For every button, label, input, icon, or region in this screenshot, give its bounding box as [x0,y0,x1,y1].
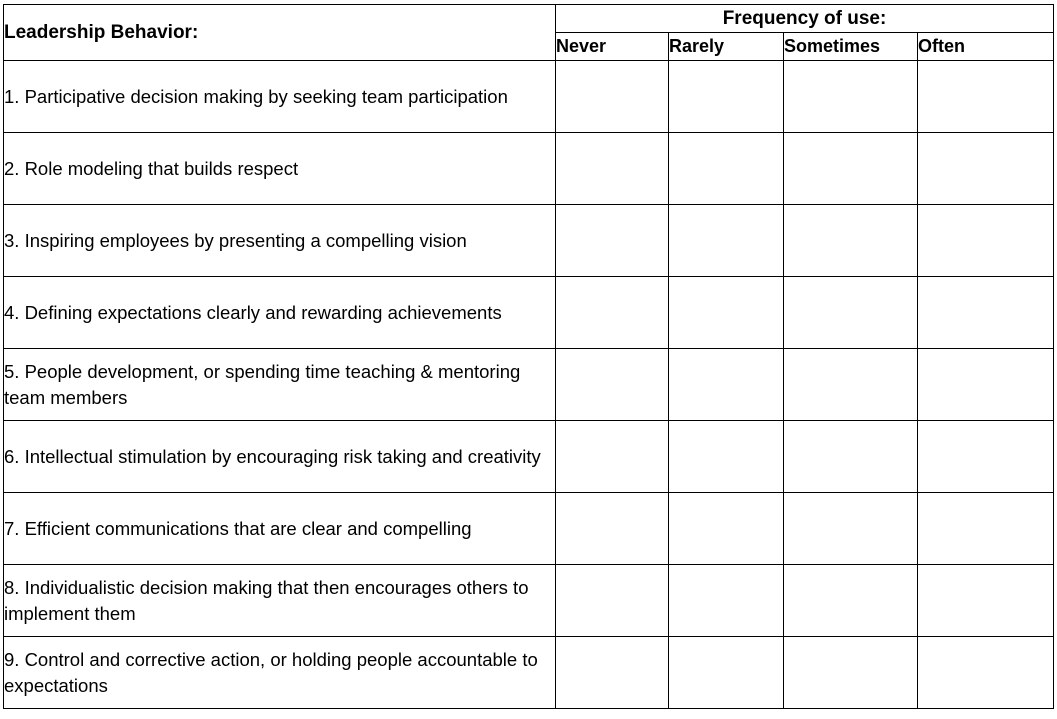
response-cell-rarely[interactable] [669,421,784,493]
leadership-frequency-table [3,4,1054,709]
response-cell-sometimes[interactable] [784,565,918,637]
response-cell-often[interactable] [918,565,1054,637]
behavior-text: 8. Individualistic decision making that then encourages others to implement them [4,565,556,637]
table-row [4,565,1054,637]
behavior-text: 9. Control and corrective action, or holding people accountable to expectations [4,637,556,709]
option-header-never: Never [556,33,669,61]
frequency-of-use-header: Frequency of use: [556,5,1054,33]
response-cell-often[interactable] [918,421,1054,493]
option-header-rarely: Rarely [669,33,784,61]
behavior-text: 3. Inspiring employees by presenting a compelling vision [4,205,556,277]
response-cell-sometimes[interactable] [784,277,918,349]
response-cell-sometimes[interactable] [784,493,918,565]
response-cell-never[interactable] [556,493,669,565]
behavior-text: 2. Role modeling that builds respect [4,133,556,205]
table-row [4,493,1054,565]
behavior-text: 5. People development, or spending time teaching & mentoring team members [4,349,556,421]
response-cell-rarely[interactable] [669,61,784,133]
response-cell-sometimes[interactable] [784,637,918,709]
response-cell-rarely[interactable] [669,205,784,277]
response-cell-never[interactable] [556,205,669,277]
behavior-text: 1. Participative decision making by seeking team participation [4,61,556,133]
response-cell-never[interactable] [556,277,669,349]
response-cell-never[interactable] [556,133,669,205]
response-cell-sometimes[interactable] [784,421,918,493]
table-row [4,349,1054,421]
response-cell-sometimes[interactable] [784,349,918,421]
response-cell-rarely[interactable] [669,277,784,349]
table-row [4,61,1054,133]
response-cell-sometimes[interactable] [784,133,918,205]
table-row [4,637,1054,709]
response-cell-never[interactable] [556,565,669,637]
response-cell-rarely[interactable] [669,565,784,637]
behavior-text: 4. Defining expectations clearly and rewarding achievements [4,277,556,349]
response-cell-never[interactable] [556,349,669,421]
response-cell-rarely[interactable] [669,637,784,709]
behavior-text: 7. Efficient communications that are clear and compelling [4,493,556,565]
response-cell-often[interactable] [918,349,1054,421]
option-header-often: Often [918,33,1054,61]
response-cell-rarely[interactable] [669,349,784,421]
response-cell-sometimes[interactable] [784,61,918,133]
response-cell-rarely[interactable] [669,133,784,205]
response-cell-sometimes[interactable] [784,205,918,277]
table-row [4,205,1054,277]
table-row [4,277,1054,349]
response-cell-never[interactable] [556,421,669,493]
table-row [4,133,1054,205]
response-cell-never[interactable] [556,637,669,709]
option-header-sometimes: Sometimes [784,33,918,61]
response-cell-often[interactable] [918,133,1054,205]
response-cell-often[interactable] [918,637,1054,709]
table-row [4,421,1054,493]
response-cell-often[interactable] [918,277,1054,349]
response-cell-never[interactable] [556,61,669,133]
behavior-text: 6. Intellectual stimulation by encouraging risk taking and creativity [4,421,556,493]
response-cell-rarely[interactable] [669,493,784,565]
leadership-behavior-header: Leadership Behavior: [4,5,556,61]
response-cell-often[interactable] [918,493,1054,565]
response-cell-often[interactable] [918,61,1054,133]
response-cell-often[interactable] [918,205,1054,277]
